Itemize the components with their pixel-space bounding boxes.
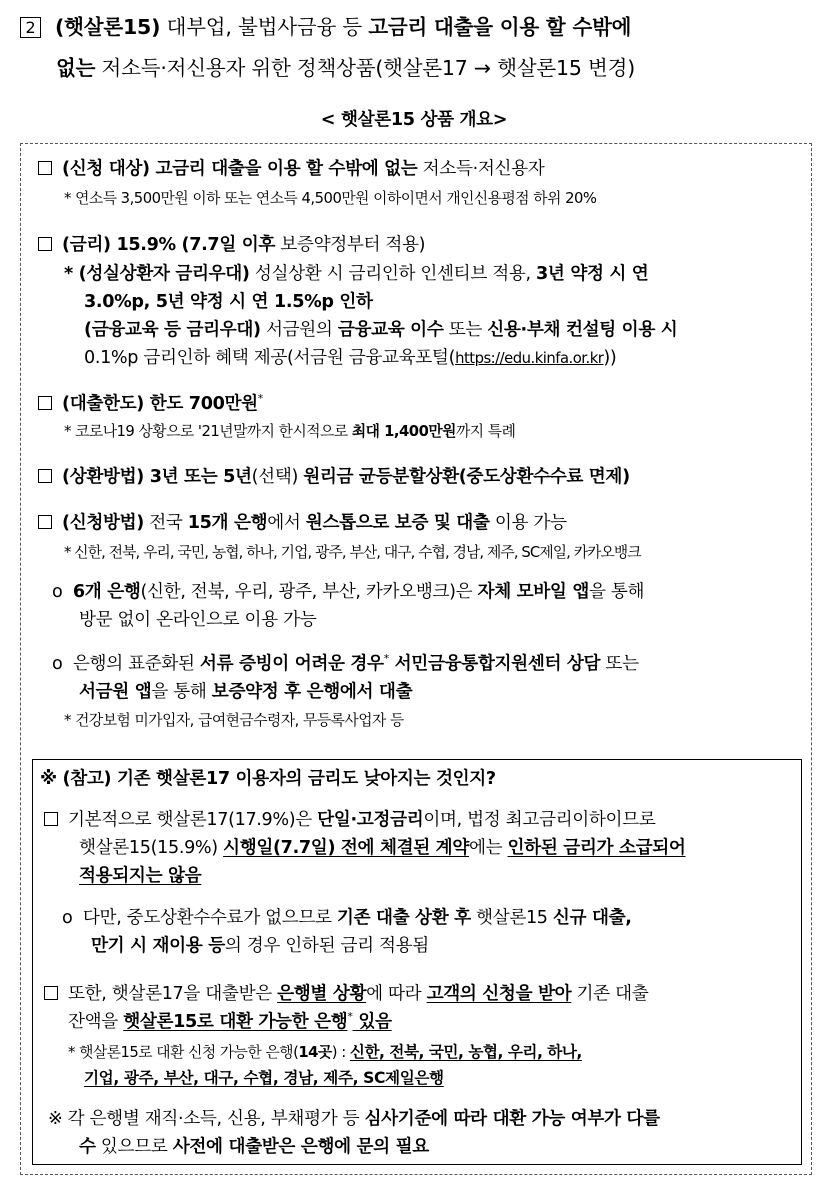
edu-portal-link[interactable]: https://edu.kinfa.or.kr [455,350,604,367]
circle-bullet-icon: o [52,582,73,602]
circle-bullet-icon: o [62,908,83,928]
checkbox-bullet-icon [38,469,52,483]
ref-para-1-line-3: 적용되지는 않음 [79,866,202,886]
repay-item: (상환방법) 3년 또는 5년(선택) 원리금 균등분할상환(중도상환수수료 면제) [38,463,630,488]
checkbox-bullet-icon [44,986,58,1000]
rate-item: (금리) 15.9% (7.7일 이후 보증약정부터 적용) [38,231,425,256]
checkbox-bullet-icon [38,161,52,175]
target-note: * 연소득 3,500만원 이하 또는 연소득 4,500만원 이하이면서 개인신용평점 하위 20% [64,190,597,207]
limit-note: * 코로나19 상황으로 '21년말까지 한시적으로 최대 1,400만원까지 특례 [64,423,516,440]
apply-sub-2-note: * 건강보험 미가입자, 급여현금수령자, 무등록사업자 등 [64,712,404,729]
header-line-2: 없는 저소득·저신용자 위한 정책상품(햇살론17 → 햇살론15 변경) [56,56,636,80]
rate-note-3: (금융교육 등 금리우대) 서금원의 금융교육 이수 또는 신용·부채 컨설팅 이용 시 [84,320,678,340]
checkbox-bullet-icon [44,812,58,826]
apply-sub-2-cont: 서금원 앱을 통해 보증약정 후 은행에서 대출 [79,682,413,702]
checkbox-bullet-icon [38,396,52,410]
product-name: (햇살론15) [55,15,161,39]
circle-bullet-icon: o [52,654,73,674]
ref-para-1-line-2: 햇살론15(15.9%) 시행일(7.7일) 전에 체결된 계약에는 인하된 금리가 소급되어 [79,838,686,858]
ref-para-1: 기본적으로 햇살론17(17.9%)은 단일·고정금리이며, 법정 최고금리이하이므로 [44,806,656,831]
target-item: (신청 대상) 고금리 대출을 이용 할 수밖에 없는 저소득·저신용자 [38,155,544,180]
rate-note-1: * (성실상환자 금리우대) 성실상환 시 금리인하 인센티브 적용, 3년 약정 시 연 [64,264,649,284]
apply-sub-2: o 은행의 표준화된 서류 증빙이 어려운 경우* 서민금융통합지원센터 상담 또는 [52,652,639,674]
apply-sub-1-cont: 방문 없이 온라인으로 이용 가능 [79,610,317,630]
rate-note-2: 3.0%p, 5년 약정 시 연 1.5%p 인하 [84,292,373,312]
subtitle: < 햇살론15 상품 개요> [320,110,508,130]
ref-para-2-note: * 햇살론15로 대환 신청 가능한 은행(14곳) : 신한, 전북, 국민, 농협, 우리, 하나, [68,1043,582,1061]
reference-title: ※ (참고) 기존 햇살론17 이용자의 금리도 낮아지는 것인지? [40,769,496,789]
checkbox-bullet-icon [38,237,52,251]
ref-para-2-line-2: 잔액을 햇살론15로 대환 가능한 은행* 있음 [68,1010,392,1032]
ref-para-2: 또한, 햇살론17을 대출받은 은행별 상황에 따라 고객의 신청을 받아 기존 대출 [44,980,648,1005]
ref-para-3-line-2: 수 있으므로 사전에 대출받은 은행에 문의 필요 [79,1137,429,1157]
apply-item: (신청방법) 전국 15개 은행에서 원스톱으로 보증 및 대출 이용 가능 [38,509,567,534]
ref-sub-1: o 다만, 중도상환수수료가 없으므로 기존 대출 상환 후 햇살론15 신규 대출, [62,908,632,928]
ref-para-2-note-banks: 기업, 광주, 부산, 대구, 수협, 경남, 제주, SC제일은행 [84,1069,444,1087]
limit-item: (대출한도) 한도 700만원* [38,390,263,415]
apply-sub-1: o 6개 은행(신한, 전북, 우리, 광주, 부산, 카카오뱅크)은 자체 모바일 앱을 통해 [52,582,645,602]
section-number: 2 [20,17,41,38]
checkbox-bullet-icon [38,515,52,529]
ref-para-3: ※ 각 은행별 재직·소득, 신용, 부채평가 등 심사기준에 따라 대환 가능 여부가 다를 [48,1109,660,1129]
header-line-1: 2 (햇살론15) 대부업, 불법사금융 등 고금리 대출을 이용 할 수밖에 [20,10,631,40]
apply-banks-note: * 신한, 전북, 우리, 국민, 농협, 하나, 기업, 광주, 부산, 대구, 수협, 경남, 제주, SC제일, 카카오뱅크 [64,544,641,561]
ref-sub-1-cont: 만기 시 재이용 등의 경우 인하된 금리 적용됨 [91,936,429,956]
rate-note-4: 0.1%p 금리인하 혜택 제공(서금원 금융교육포털(https://edu.kinfa.or.kr)) [84,348,617,368]
